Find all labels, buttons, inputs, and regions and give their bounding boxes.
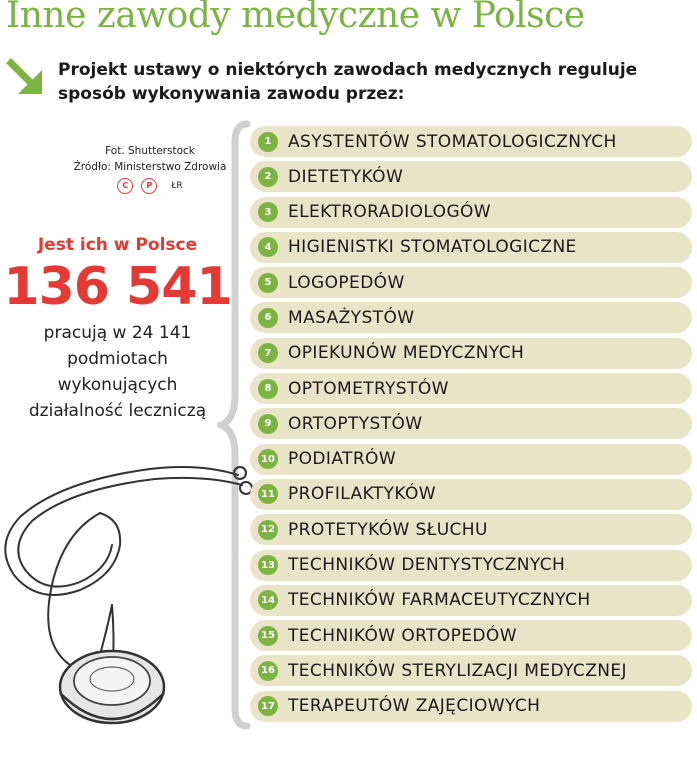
count-description: pracują w 24 141 podmiotach wykonujących działalność leczniczą — [28, 323, 207, 421]
item-number-badge: 16 — [258, 661, 278, 681]
credits — [60, 143, 240, 194]
list-item — [250, 620, 692, 651]
item-label: HIGIENISTKI STOMATOLOGICZNE — [288, 237, 577, 258]
list-item — [250, 267, 692, 298]
item-label: OPTOMETRYSTÓW — [288, 378, 449, 399]
list-item — [250, 373, 692, 404]
stethoscope-icon — [0, 455, 280, 760]
list-item — [250, 585, 692, 616]
list-item — [250, 655, 692, 686]
list-item — [250, 338, 692, 369]
item-label: TECHNIKÓW STERYLIZACJI MEDYCZNEJ — [288, 660, 627, 681]
arrow-icon — [6, 58, 46, 98]
item-label: PROTETYKÓW SŁUCHU — [288, 519, 488, 540]
item-number-badge: 11 — [258, 484, 278, 504]
item-label: DIETETYKÓW — [288, 166, 404, 187]
item-number-badge: 9 — [258, 414, 278, 434]
credit-marks — [60, 178, 240, 194]
list-item — [250, 514, 692, 545]
source-credit: Źródło: Ministerstwo Zdrowia — [73, 161, 227, 173]
list-item — [250, 302, 692, 333]
list-item — [250, 550, 692, 581]
list-item — [250, 408, 692, 439]
list-item — [250, 479, 692, 510]
item-number-badge: 6 — [258, 308, 278, 328]
item-label: TECHNIKÓW FARMACEUTYCZNYCH — [288, 590, 591, 611]
profession-list — [250, 126, 692, 726]
item-number-badge: 2 — [258, 167, 278, 187]
item-number-badge: 5 — [258, 273, 278, 293]
list-item — [250, 161, 692, 192]
item-number-badge: 14 — [258, 590, 278, 610]
item-number-badge: 4 — [258, 237, 278, 257]
count-value: 136 541 — [3, 257, 232, 317]
phonogram-icon: P — [141, 178, 157, 194]
item-label: PODIATRÓW — [288, 449, 397, 470]
item-label: TECHNIKÓW ORTOPEDÓW — [288, 625, 517, 646]
list-item — [250, 444, 692, 475]
item-number-badge: 15 — [258, 626, 278, 646]
item-label: OPIEKUNÓW MEDYCZNYCH — [288, 343, 525, 364]
item-number-badge: 7 — [258, 343, 278, 363]
author-initials: ŁR — [171, 181, 183, 191]
list-item — [250, 126, 692, 157]
item-number-badge: 3 — [258, 202, 278, 222]
item-label: PROFILAKTYKÓW — [288, 484, 436, 505]
item-label: MASAŻYSTÓW — [288, 307, 415, 328]
subtitle: Projekt ustawy o niektórych zawodach medycznych reguluje sposób wykonywania zawodu przez: — [58, 60, 638, 104]
item-number-badge: 10 — [258, 449, 278, 469]
item-number-badge: 1 — [258, 132, 278, 152]
photo-credit: Fot. Shutterstock — [105, 145, 195, 157]
item-label: LOGOPEDÓW — [288, 272, 405, 293]
copyright-icon: C — [117, 178, 133, 194]
list-item — [250, 197, 692, 228]
item-number-badge: 13 — [258, 555, 278, 575]
list-item — [250, 691, 692, 722]
item-label: ELEKTRORADIOLOGÓW — [288, 202, 492, 223]
item-number-badge: 17 — [258, 696, 278, 716]
item-number-badge: 12 — [258, 520, 278, 540]
count-label: Jest ich w Polsce — [37, 235, 198, 255]
item-label: TECHNIKÓW DENTYSTYCZNYCH — [288, 555, 566, 576]
item-number-badge: 8 — [258, 379, 278, 399]
item-label: TERAPEUTÓW ZAJĘCIOWYCH — [288, 696, 541, 717]
page-title: Inne zawody medyczne w Polsce — [6, 0, 585, 36]
list-item — [250, 232, 692, 263]
item-label: ASYSTENTÓW STOMATOLOGICZNYCH — [288, 131, 617, 152]
item-label: ORTOPTYSTÓW — [288, 413, 423, 434]
